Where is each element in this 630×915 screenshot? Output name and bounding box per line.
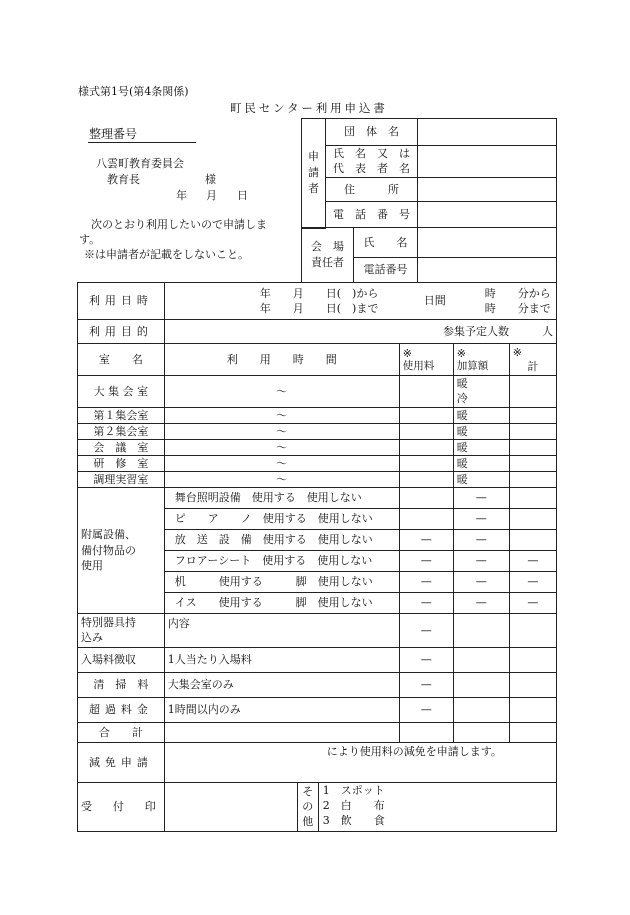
time-to: 時 分まで: [484, 302, 551, 315]
room-name: 大 集 会 室: [78, 376, 165, 408]
room-time[interactable]: ～: [164, 456, 399, 472]
date-year: 年: [176, 189, 187, 202]
overtime-total[interactable]: [509, 698, 556, 723]
room-fee[interactable]: [399, 376, 453, 408]
entry-total[interactable]: [509, 648, 556, 673]
attendees: 参集予定人数 人: [443, 324, 553, 338]
room-fee[interactable]: [399, 456, 453, 472]
representative-label: 氏 名 又 は 代 表 者 名: [326, 146, 418, 178]
room-ac: 暖: [453, 472, 509, 488]
equip-total: —: [509, 593, 556, 614]
equip-fee: [399, 509, 453, 530]
equip-add: —: [453, 530, 509, 551]
reception-field[interactable]: [164, 783, 556, 832]
equip-item[interactable]: 机 使用する 脚 使用しない: [164, 572, 399, 593]
equip-fee: —: [399, 572, 453, 593]
col-total: ※ 計: [509, 344, 556, 376]
equip-total: [509, 530, 556, 551]
dates-label: 利用日時: [78, 283, 165, 320]
equip-row: [78, 488, 557, 509]
room-row: [78, 472, 557, 488]
address-label: 住 所: [326, 178, 418, 202]
other-item[interactable]: 1 スポット: [322, 784, 385, 797]
overtime-label: 超過料金: [78, 698, 165, 723]
group-name-label: 団 体 名: [326, 119, 418, 146]
room-name: 研 修 室: [78, 456, 165, 472]
room-name: 第２集会室: [78, 424, 165, 440]
room-fee[interactable]: [399, 408, 453, 424]
col-room: 室 名: [78, 344, 165, 376]
cleaning-content[interactable]: 大集会室のみ: [164, 673, 399, 698]
dates-to: 年 月 日( )まで: [259, 302, 379, 315]
special-fee: —: [399, 614, 453, 648]
overtime-content[interactable]: 1時間以内のみ: [164, 698, 399, 723]
room-name: 調理実習室: [78, 472, 165, 488]
entry-fee: —: [399, 648, 453, 673]
grand-total-label: 合 計: [78, 723, 165, 743]
venue-manager-label: 会 場 責任者: [302, 228, 354, 283]
sama: 様: [205, 173, 216, 186]
equip-item[interactable]: イス 使用する 脚 使用しない: [164, 593, 399, 614]
equip-item[interactable]: 放 送 設 備 使用する 使用しない: [164, 530, 399, 551]
col-fee: ※ 使用料: [399, 344, 453, 376]
equip-add: —: [453, 509, 509, 530]
addressee-line1: 八雲町教育委員会: [96, 157, 184, 170]
special-total[interactable]: [509, 614, 556, 648]
equip-total: —: [509, 551, 556, 572]
equip-item[interactable]: 舞台照明設備 使用する 使用しない: [164, 488, 399, 509]
purpose-field[interactable]: [164, 320, 556, 344]
seiri-underline: [88, 142, 196, 143]
equip-total: [509, 488, 556, 509]
room-total[interactable]: [509, 408, 556, 424]
room-time[interactable]: ～: [164, 472, 399, 488]
reduction-text: により使用料の減免を申請します。: [326, 745, 502, 758]
room-name: 第１集会室: [78, 408, 165, 424]
equip-label: 附属設備、 備付物品の 使用: [78, 488, 165, 614]
room-fee[interactable]: [399, 472, 453, 488]
room-total[interactable]: [509, 424, 556, 440]
room-row: [78, 440, 557, 456]
dates-field[interactable]: [164, 283, 556, 320]
equip-add: —: [453, 551, 509, 572]
group-name-field[interactable]: [418, 119, 557, 146]
special-add[interactable]: [453, 614, 509, 648]
room-total[interactable]: [509, 472, 556, 488]
entry-add[interactable]: [453, 648, 509, 673]
overtime-fee: —: [399, 698, 453, 723]
reception-label: 受 付 印: [78, 783, 165, 832]
room-total[interactable]: [509, 456, 556, 472]
col-add: ※ 加算額: [453, 344, 509, 376]
cleaning-add[interactable]: [453, 673, 509, 698]
form-id: 様式第1号(第4条関係): [78, 85, 189, 98]
room-name: 会 議 室: [78, 440, 165, 456]
entry-label: 入場料徴収: [78, 648, 165, 673]
equip-fee: [399, 488, 453, 509]
main-table: [77, 282, 557, 832]
room-row: [78, 456, 557, 472]
manager-phone-label: 電話番号: [354, 258, 418, 283]
room-row: [78, 376, 557, 408]
dates-from: 年 月 日( )から: [259, 287, 379, 300]
equip-item[interactable]: ピ ア ノ 使用する 使用しない: [164, 509, 399, 530]
room-total[interactable]: [509, 376, 556, 408]
grand-total-blank: [164, 723, 399, 743]
purpose-label: 利用目的: [78, 320, 165, 344]
cleaning-fee: —: [399, 673, 453, 698]
seiri-label: 整理番号: [89, 127, 138, 141]
equip-add: —: [453, 572, 509, 593]
note: ※は申請者が記載をしないこと。: [84, 248, 249, 261]
equip-item[interactable]: フロアーシート 使用する 使用しない: [164, 551, 399, 572]
entry-content[interactable]: 1人当たり入場料: [164, 648, 399, 673]
cleaning-total[interactable]: [509, 673, 556, 698]
dates-days: 日間: [423, 294, 446, 307]
applicant-table: [301, 118, 557, 229]
intro-line1: 次のとおり利用したいので申請しま: [91, 218, 267, 231]
room-ac: 暖: [453, 408, 509, 424]
grand-total-add[interactable]: [453, 723, 509, 743]
overtime-add[interactable]: [453, 698, 509, 723]
grand-total-fee[interactable]: [399, 723, 453, 743]
equip-fee: —: [399, 551, 453, 572]
equip-add: —: [453, 488, 509, 509]
equip-add: —: [453, 593, 509, 614]
grand-total-total[interactable]: [509, 723, 556, 743]
intro-line2: す。: [79, 233, 101, 246]
equip-total: [509, 509, 556, 530]
room-fee[interactable]: [399, 424, 453, 440]
date-day: 日: [237, 189, 248, 202]
room-time[interactable]: ～: [164, 376, 399, 408]
date-month: 月: [206, 189, 217, 202]
room-ac: 暖 冷: [453, 376, 509, 408]
equip-fee: —: [399, 593, 453, 614]
representative-field[interactable]: [418, 146, 557, 178]
room-time[interactable]: ～: [164, 440, 399, 456]
phone-field[interactable]: [418, 202, 557, 228]
equip-total: —: [509, 572, 556, 593]
other-item[interactable]: 2 白 布: [322, 799, 385, 812]
reduction-field[interactable]: [164, 743, 556, 783]
special-label: 特別器具持 込み: [78, 614, 165, 648]
room-ac: 暖: [453, 440, 509, 456]
room-ac: 暖: [453, 456, 509, 472]
reduction-label: 減免申請: [78, 743, 165, 783]
phone-label: 電 話 番 号: [326, 202, 418, 228]
other-box: そ の 他: [297, 783, 319, 831]
room-row: [78, 424, 557, 440]
venue-manager-table: [301, 227, 557, 283]
time-from: 時 分から: [484, 287, 551, 300]
room-total[interactable]: [509, 440, 556, 456]
manager-name-field[interactable]: [418, 228, 557, 258]
manager-phone-field[interactable]: [418, 258, 557, 283]
manager-name-label: 氏 名: [354, 228, 418, 258]
form-title: 町民センター利用申込書: [230, 101, 388, 115]
room-time[interactable]: ～: [164, 424, 399, 440]
cleaning-label: 清 掃 料: [78, 673, 165, 698]
other-item[interactable]: 3 飲 食: [322, 814, 385, 827]
room-time[interactable]: ～: [164, 408, 399, 424]
special-content[interactable]: 内容: [164, 614, 399, 648]
applicant-label: 申 請 者: [302, 119, 326, 229]
addressee-line2: 教育長: [107, 173, 140, 186]
equip-fee: —: [399, 530, 453, 551]
col-time: 利 用 時 間: [164, 344, 399, 376]
room-fee[interactable]: [399, 440, 453, 456]
room-ac: 暖: [453, 424, 509, 440]
address-field[interactable]: [418, 178, 557, 202]
room-row: [78, 408, 557, 424]
